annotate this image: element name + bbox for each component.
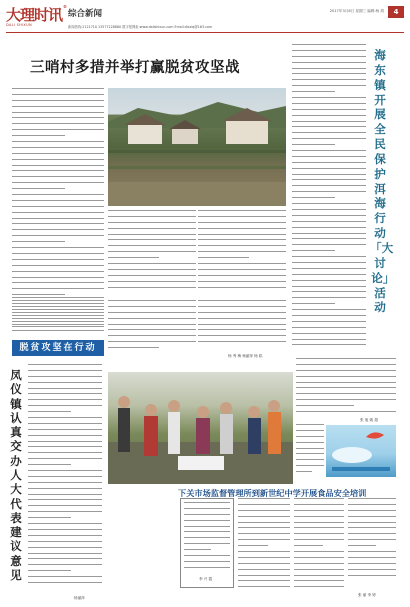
main-article-body-col2 [108, 210, 196, 296]
text-line [108, 287, 196, 293]
right-article-byline: 张 旭 姚 超 [360, 418, 378, 422]
erhai-poster-photo [326, 425, 396, 477]
left-article-headline: 凤仪镇认真交办人大代表建议意见 [10, 368, 22, 582]
main-article-body-col4 [12, 297, 104, 337]
text-line [238, 586, 290, 592]
right-article-body-col2 [296, 358, 396, 422]
bottom-article-body-col1 [238, 498, 290, 594]
text-line [348, 575, 396, 581]
main-headline: 三哨村多措并举打赢脱贫攻坚战 [30, 59, 240, 76]
issue-date-info: 2017年3月8日 星期三 编辑:杨 胡 [329, 9, 384, 13]
bottom-article-headline: 下关市场监督管理所到新世纪中学开展食品安全培训 [178, 488, 367, 498]
main-article-body-col3 [198, 210, 286, 296]
section-banner: 脱贫攻坚在行动 [12, 340, 104, 356]
bottom-article-body-col2 [294, 498, 344, 594]
right-article-headline: 海东镇开展全民保护洱海行动「大讨论」活动 [370, 48, 394, 315]
people-group-photo [108, 372, 293, 484]
text-line [294, 586, 344, 592]
village-landscape-photo [108, 88, 286, 206]
logo-pinyin: DALI SHIXUN [6, 23, 32, 27]
text-line [198, 287, 286, 293]
text-line [28, 582, 102, 588]
main-article-body-col5 [108, 300, 196, 358]
note-box-body [184, 502, 230, 574]
text-line [296, 411, 396, 417]
text-line [292, 344, 366, 350]
main-article-byline: 杨 秀 梅 杨丽萍 杨 崧 [228, 354, 263, 358]
main-article-body-col6 [198, 300, 286, 352]
erhai-poster-illustration [326, 425, 396, 477]
note-box-byline: 李 兴 霞 [199, 577, 213, 581]
left-article-byline: 杨丽萍 [74, 596, 85, 600]
text-line [108, 347, 159, 353]
note-box [180, 498, 234, 588]
people-group-illustration [108, 372, 293, 484]
village-landscape-illustration [108, 88, 286, 206]
right-article-body-col3 [296, 424, 324, 482]
bottom-article-byline: 张 丽 李 婷 [358, 593, 376, 597]
bottom-article-body-col3 [348, 498, 396, 586]
left-article-body-col1 [28, 364, 102, 592]
text-line [296, 471, 312, 477]
text-line [12, 326, 104, 332]
right-article-body-col1 [292, 44, 366, 354]
masthead [6, 3, 404, 33]
section-name: 综合新闻 [68, 9, 103, 19]
text-line [184, 567, 230, 573]
page-number-badge: 4 [388, 6, 404, 18]
header-contact-info: 新闻热线:2121710 13577228880 数字报网址:www.dalishixun.com Email:dlsxbj@163.com [68, 25, 213, 29]
newspaper-logo: 大理时讯® [6, 4, 67, 24]
text-line [198, 341, 286, 347]
